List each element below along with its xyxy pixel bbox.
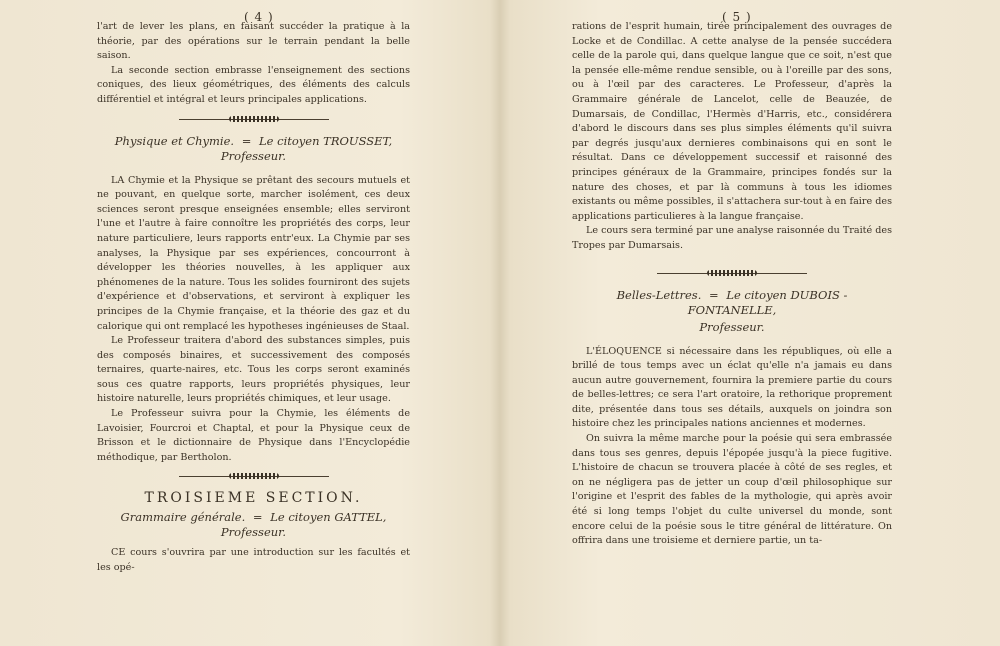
paragraph: rations de l'esprit humain, tirée principalement des ouvrages de Locke et de Condillac. A cette analyse de la pensée succédera celle de la parole qui, dans quelque langue que ce soit, n'est que la pensée elle-même rendue sensible, ou à l'oreille par des sons, ou à l'œil par des caracteres. Le Professeur, d'après la Grammaire générale de Lancelot, celle de Beauzée, de Dumarsais, de Condillac, l'Hermès d'Harris, etc., considérera d'abord le discours dans ses plus simples éléments qu'il suivra par degrés jusqu'aux dernieres combinaisons qui en sont le résultat. Dans ce développement successif et raisonné des principes généraux de la Grammaire, principes fondés sur la nature des choses, et par là communs à tous les idiomes existants ou même possibles, il s'attachera sur-tout à en faire des applications particulieres à la langue française. xyxy=(572,21,892,222)
course-heading xyxy=(572,288,892,318)
ornamental-rule xyxy=(657,268,807,278)
paragraph: Le cours sera terminé par une analyse raisonnée du Traité des Tropes par Dumarsais. xyxy=(572,225,892,251)
ornamental-rule xyxy=(179,114,329,124)
paragraph: LA Chymie et la Physique se prêtant des secours mutuels et ne pouvant, en quelque sorte, marcher isolément, ces deux sciences seront presque enseignées ensemble; elles serviront l'une et l'autre à faire connoître les propriétés des corps, leur nature particuliere, leurs rapports entr'eux. La Chymie par ses analyses, la Physique par ses expériences, concourront à développer les théories nouvelles, à les appliquer aux phénomenes de la nature. Tous les solides fourniront des sujets d'expérience et d'observations, et serviront à expliquer les principes de la Chymie française, et la théorie des gaz et du calorique qui ont remplacé les hypotheses ingénieuses de Staal. xyxy=(97,174,410,332)
page-number: ( 5 ) xyxy=(722,10,752,24)
subject-label: Physique et Chymie. xyxy=(114,133,235,148)
equals-sign: = xyxy=(709,287,719,302)
paragraph: l'art de lever les plans, en faisant succéder la pratique à la théorie, par des opérations sur le terrain pendant la belle saison. xyxy=(97,21,410,62)
course-heading xyxy=(97,134,410,164)
page-body xyxy=(572,20,892,549)
page-body xyxy=(97,20,410,575)
course-heading xyxy=(97,510,410,540)
right-page xyxy=(500,0,1000,646)
paragraph: Le Professeur suivra pour la Chymie, les éléments de Lavoisier, Fourcroi et Chaptal, et pour la Physique ceux de Brisson et le dictionnaire de Physique dans l'Encyclopédie méthodique, par Bertholon. xyxy=(97,408,410,463)
ornamental-rule xyxy=(179,471,329,481)
page-number: ( 4 ) xyxy=(244,10,274,24)
equals-sign: = xyxy=(252,510,263,525)
professor-label: Le citoyen TROUSSET, Professeur. xyxy=(220,133,393,163)
paragraph: L'ÉLOQUENCE si nécessaire dans les républiques, où elle a brillé de tous temps avec un éclat qu'elle n'a jamais eu dans aucun autre gouvernement, fournira la premiere partie du cours de belles-lettres; ce sera l'art oratoire, la rethorique proprement dite, présentée dans tous ses détails, auxquels on joindra son histoire chez les principales nations anciennes et modernes. xyxy=(572,345,892,430)
subject-label: Grammaire générale. xyxy=(120,510,246,525)
paragraph: Le Professeur traitera d'abord des substances simples, puis des composés binaires, et successivement des composés ternaires, quarte-naires, etc. Tous les corps seront examinés sous ces quatre rapports, leurs propriétés physiques, leur histoire naturelle, leurs propriétés chimiques, et leur usage. xyxy=(97,335,410,405)
paragraph: La seconde section embrasse l'enseignement des sections coniques, des lieux géométriques, des éléments des calculs différentiel et intégral et leurs principales applications. xyxy=(97,64,410,105)
paragraph: CE cours s'ouvrira par une introduction sur les facultés et les opé- xyxy=(97,547,410,573)
professor-label: Le citoyen GATTEL, Professeur. xyxy=(220,510,387,540)
professor-label: Le citoyen DUBOIS - FONTANELLE, xyxy=(687,287,848,317)
equals-sign: = xyxy=(241,133,252,148)
subject-label: Belles-Lettres. xyxy=(616,287,702,302)
section-title: TROISIEME SECTION. xyxy=(144,490,363,507)
professor-title: Professeur. xyxy=(699,319,765,334)
paragraph: On suivra la même marche pour la poésie qui sera embrassée dans tous ses genres, depuis l'épopée jusqu'à la piece fugitive. L'histoire de chacun se trouvera placée à côté de ses regles, et on ne négligera pas de jetter un coup d'œil philosophique sur l'origine et l'esprit des fables de la mythologie, qui après avoir été si long temps l'objet du culte universel du monde, sont encore celui de la poésie sous le titre général de littérature. On offrira dans une troisieme et derniere partie, un ta- xyxy=(572,433,892,547)
